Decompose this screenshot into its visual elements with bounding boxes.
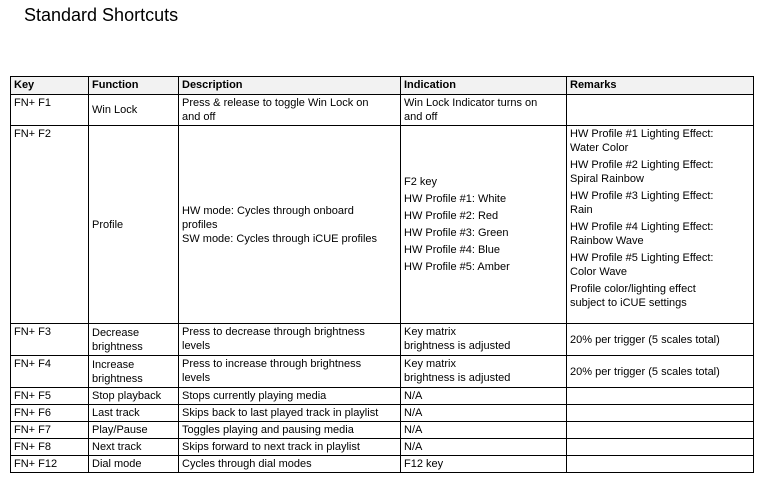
- remarks-cell-line: subject to iCUE settings: [570, 297, 687, 309]
- indication-cell: [401, 405, 567, 422]
- key-cell-line: FN+ F1: [14, 97, 51, 109]
- indication-cell-line: and off: [404, 111, 438, 123]
- function-cell-line: Decrease: [92, 326, 140, 339]
- table-row: [11, 405, 754, 422]
- remarks-cell: [567, 456, 754, 473]
- page-title: Standard Shortcuts: [24, 5, 179, 25]
- indication-cell: [401, 388, 567, 405]
- function-cell-line: Increase: [92, 358, 135, 371]
- function-cell-line: Stop playback: [92, 390, 162, 402]
- description-cell: [179, 324, 401, 356]
- key-cell-line: FN+ F2: [14, 128, 51, 140]
- remarks-cell-line: Rainbow Wave: [570, 235, 644, 247]
- remarks-cell-line: HW Profile #3 Lighting Effect:: [570, 190, 714, 202]
- function-cell-line: Dial mode: [92, 458, 142, 470]
- indication-cell: [401, 456, 567, 473]
- shortcuts-table: [10, 76, 754, 473]
- key-cell: [11, 422, 89, 439]
- table-header-row: [11, 77, 754, 95]
- table-row: [11, 356, 754, 388]
- key-cell: [11, 356, 89, 388]
- function-cell: [89, 422, 179, 439]
- remarks-cell-line: 20% per trigger (5 scales total): [570, 365, 720, 378]
- description-cell-line: HW mode: Cycles through onboard: [182, 204, 354, 217]
- function-cell-line: Win Lock: [92, 104, 138, 116]
- indication-cell-line: Key matrix: [404, 326, 456, 338]
- description-cell: [179, 95, 401, 126]
- header-indication: Indication: [401, 77, 567, 95]
- remarks-cell: [567, 439, 754, 456]
- key-cell-line: FN+ F12: [14, 458, 58, 470]
- function-cell: [89, 324, 179, 356]
- remarks-cell-line: Profile color/lighting effect: [570, 283, 696, 295]
- indication-cell-line: F2 key: [404, 176, 438, 188]
- function-cell: [89, 456, 179, 473]
- indication-cell: [401, 356, 567, 388]
- description-cell-line: Stops currently playing media: [182, 390, 327, 402]
- indication-cell-line: HW Profile #1: White: [404, 193, 507, 205]
- description-cell: [179, 456, 401, 473]
- remarks-cell-line: Rain: [570, 204, 593, 216]
- description-cell-line: SW mode: Cycles through iCUE profiles: [182, 232, 378, 245]
- key-cell: [11, 324, 89, 356]
- description-cell-line: Toggles playing and pausing media: [182, 424, 354, 436]
- remarks-cell: [567, 405, 754, 422]
- header-key: Key: [11, 77, 89, 95]
- function-cell-line: brightness: [92, 340, 143, 353]
- key-cell: [11, 405, 89, 422]
- key-cell-line: FN+ F5: [14, 390, 51, 402]
- remarks-cell-line: HW Profile #4 Lighting Effect:: [570, 221, 714, 233]
- remarks-cell-line: 20% per trigger (5 scales total): [570, 333, 720, 346]
- remarks-cell: [567, 422, 754, 439]
- key-cell: [11, 439, 89, 456]
- description-cell-line: Press to increase through brightness: [182, 358, 362, 370]
- description-cell-line: Cycles through dial modes: [182, 458, 312, 470]
- key-cell-line: FN+ F6: [14, 407, 51, 419]
- remarks-cell: [567, 126, 754, 324]
- table-row: [11, 388, 754, 405]
- function-cell-line: Play/Pause: [92, 424, 148, 436]
- indication-cell: [401, 439, 567, 456]
- key-cell-line: FN+ F4: [14, 358, 51, 370]
- header-function: Function: [89, 77, 179, 95]
- remarks-cell: [567, 388, 754, 405]
- function-cell-line: Profile: [92, 218, 124, 231]
- table-row: [11, 456, 754, 473]
- remarks-cell-line: Spiral Rainbow: [570, 173, 644, 185]
- function-cell: [89, 95, 179, 126]
- description-cell: [179, 422, 401, 439]
- indication-cell-line: N/A: [404, 407, 423, 419]
- indication-cell: [401, 95, 567, 126]
- indication-cell-line: brightness is adjusted: [404, 340, 511, 352]
- indication-cell-line: HW Profile #4: Blue: [404, 244, 500, 256]
- table-row: [11, 126, 754, 324]
- key-cell-line: FN+ F7: [14, 424, 51, 436]
- indication-cell-line: Win Lock Indicator turns on: [404, 97, 538, 109]
- table-row: [11, 439, 754, 456]
- function-cell: [89, 439, 179, 456]
- key-cell-line: FN+ F3: [14, 326, 51, 338]
- function-cell: [89, 126, 179, 324]
- function-cell-line: Next track: [92, 441, 142, 453]
- table-row: [11, 95, 754, 126]
- key-cell: [11, 388, 89, 405]
- description-cell: [179, 126, 401, 324]
- description-cell-line: Skips forward to next track in playlist: [182, 441, 360, 453]
- table-row: [11, 422, 754, 439]
- indication-cell-line: F12 key: [404, 458, 444, 470]
- header-remarks: Remarks: [567, 77, 754, 95]
- remarks-cell-line: HW Profile #1 Lighting Effect:: [570, 128, 714, 140]
- key-cell: [11, 456, 89, 473]
- table-row: [11, 324, 754, 356]
- remarks-cell-line: HW Profile #5 Lighting Effect:: [570, 252, 714, 264]
- description-cell-line: Press & release to toggle Win Lock on: [182, 97, 369, 109]
- description-cell-line: levels: [182, 372, 211, 384]
- remarks-cell-line: Color Wave: [570, 266, 628, 278]
- function-cell-line: Last track: [92, 407, 140, 419]
- indication-cell: [401, 126, 567, 324]
- indication-cell-line: HW Profile #5: Amber: [404, 261, 510, 273]
- description-cell: [179, 388, 401, 405]
- remarks-cell: [567, 356, 754, 388]
- description-cell-line: Press to decrease through brightness: [182, 326, 365, 338]
- description-cell-line: Skips back to last played track in playlist: [182, 407, 379, 419]
- key-cell: [11, 95, 89, 126]
- indication-cell-line: HW Profile #2: Red: [404, 210, 499, 222]
- indication-cell-line: brightness is adjusted: [404, 372, 511, 384]
- description-cell-line: and off: [182, 111, 216, 123]
- function-cell: [89, 356, 179, 388]
- indication-cell-line: N/A: [404, 390, 423, 402]
- remarks-cell: [567, 95, 754, 126]
- function-cell-line: brightness: [92, 372, 143, 385]
- key-cell-line: FN+ F8: [14, 441, 51, 453]
- description-cell: [179, 356, 401, 388]
- function-cell: [89, 405, 179, 422]
- remarks-cell-line: Water Color: [570, 142, 629, 154]
- indication-cell-line: N/A: [404, 441, 423, 453]
- description-cell-line: profiles: [182, 218, 218, 231]
- indication-cell: [401, 324, 567, 356]
- function-cell: [89, 388, 179, 405]
- remarks-cell-line: HW Profile #2 Lighting Effect:: [570, 159, 714, 171]
- description-cell-line: levels: [182, 340, 211, 352]
- indication-cell-line: N/A: [404, 424, 423, 436]
- header-description: Description: [179, 77, 401, 95]
- remarks-cell: [567, 324, 754, 356]
- key-cell: [11, 126, 89, 324]
- description-cell: [179, 405, 401, 422]
- indication-cell-line: HW Profile #3: Green: [404, 227, 509, 239]
- indication-cell: [401, 422, 567, 439]
- indication-cell-line: Key matrix: [404, 358, 456, 370]
- description-cell: [179, 439, 401, 456]
